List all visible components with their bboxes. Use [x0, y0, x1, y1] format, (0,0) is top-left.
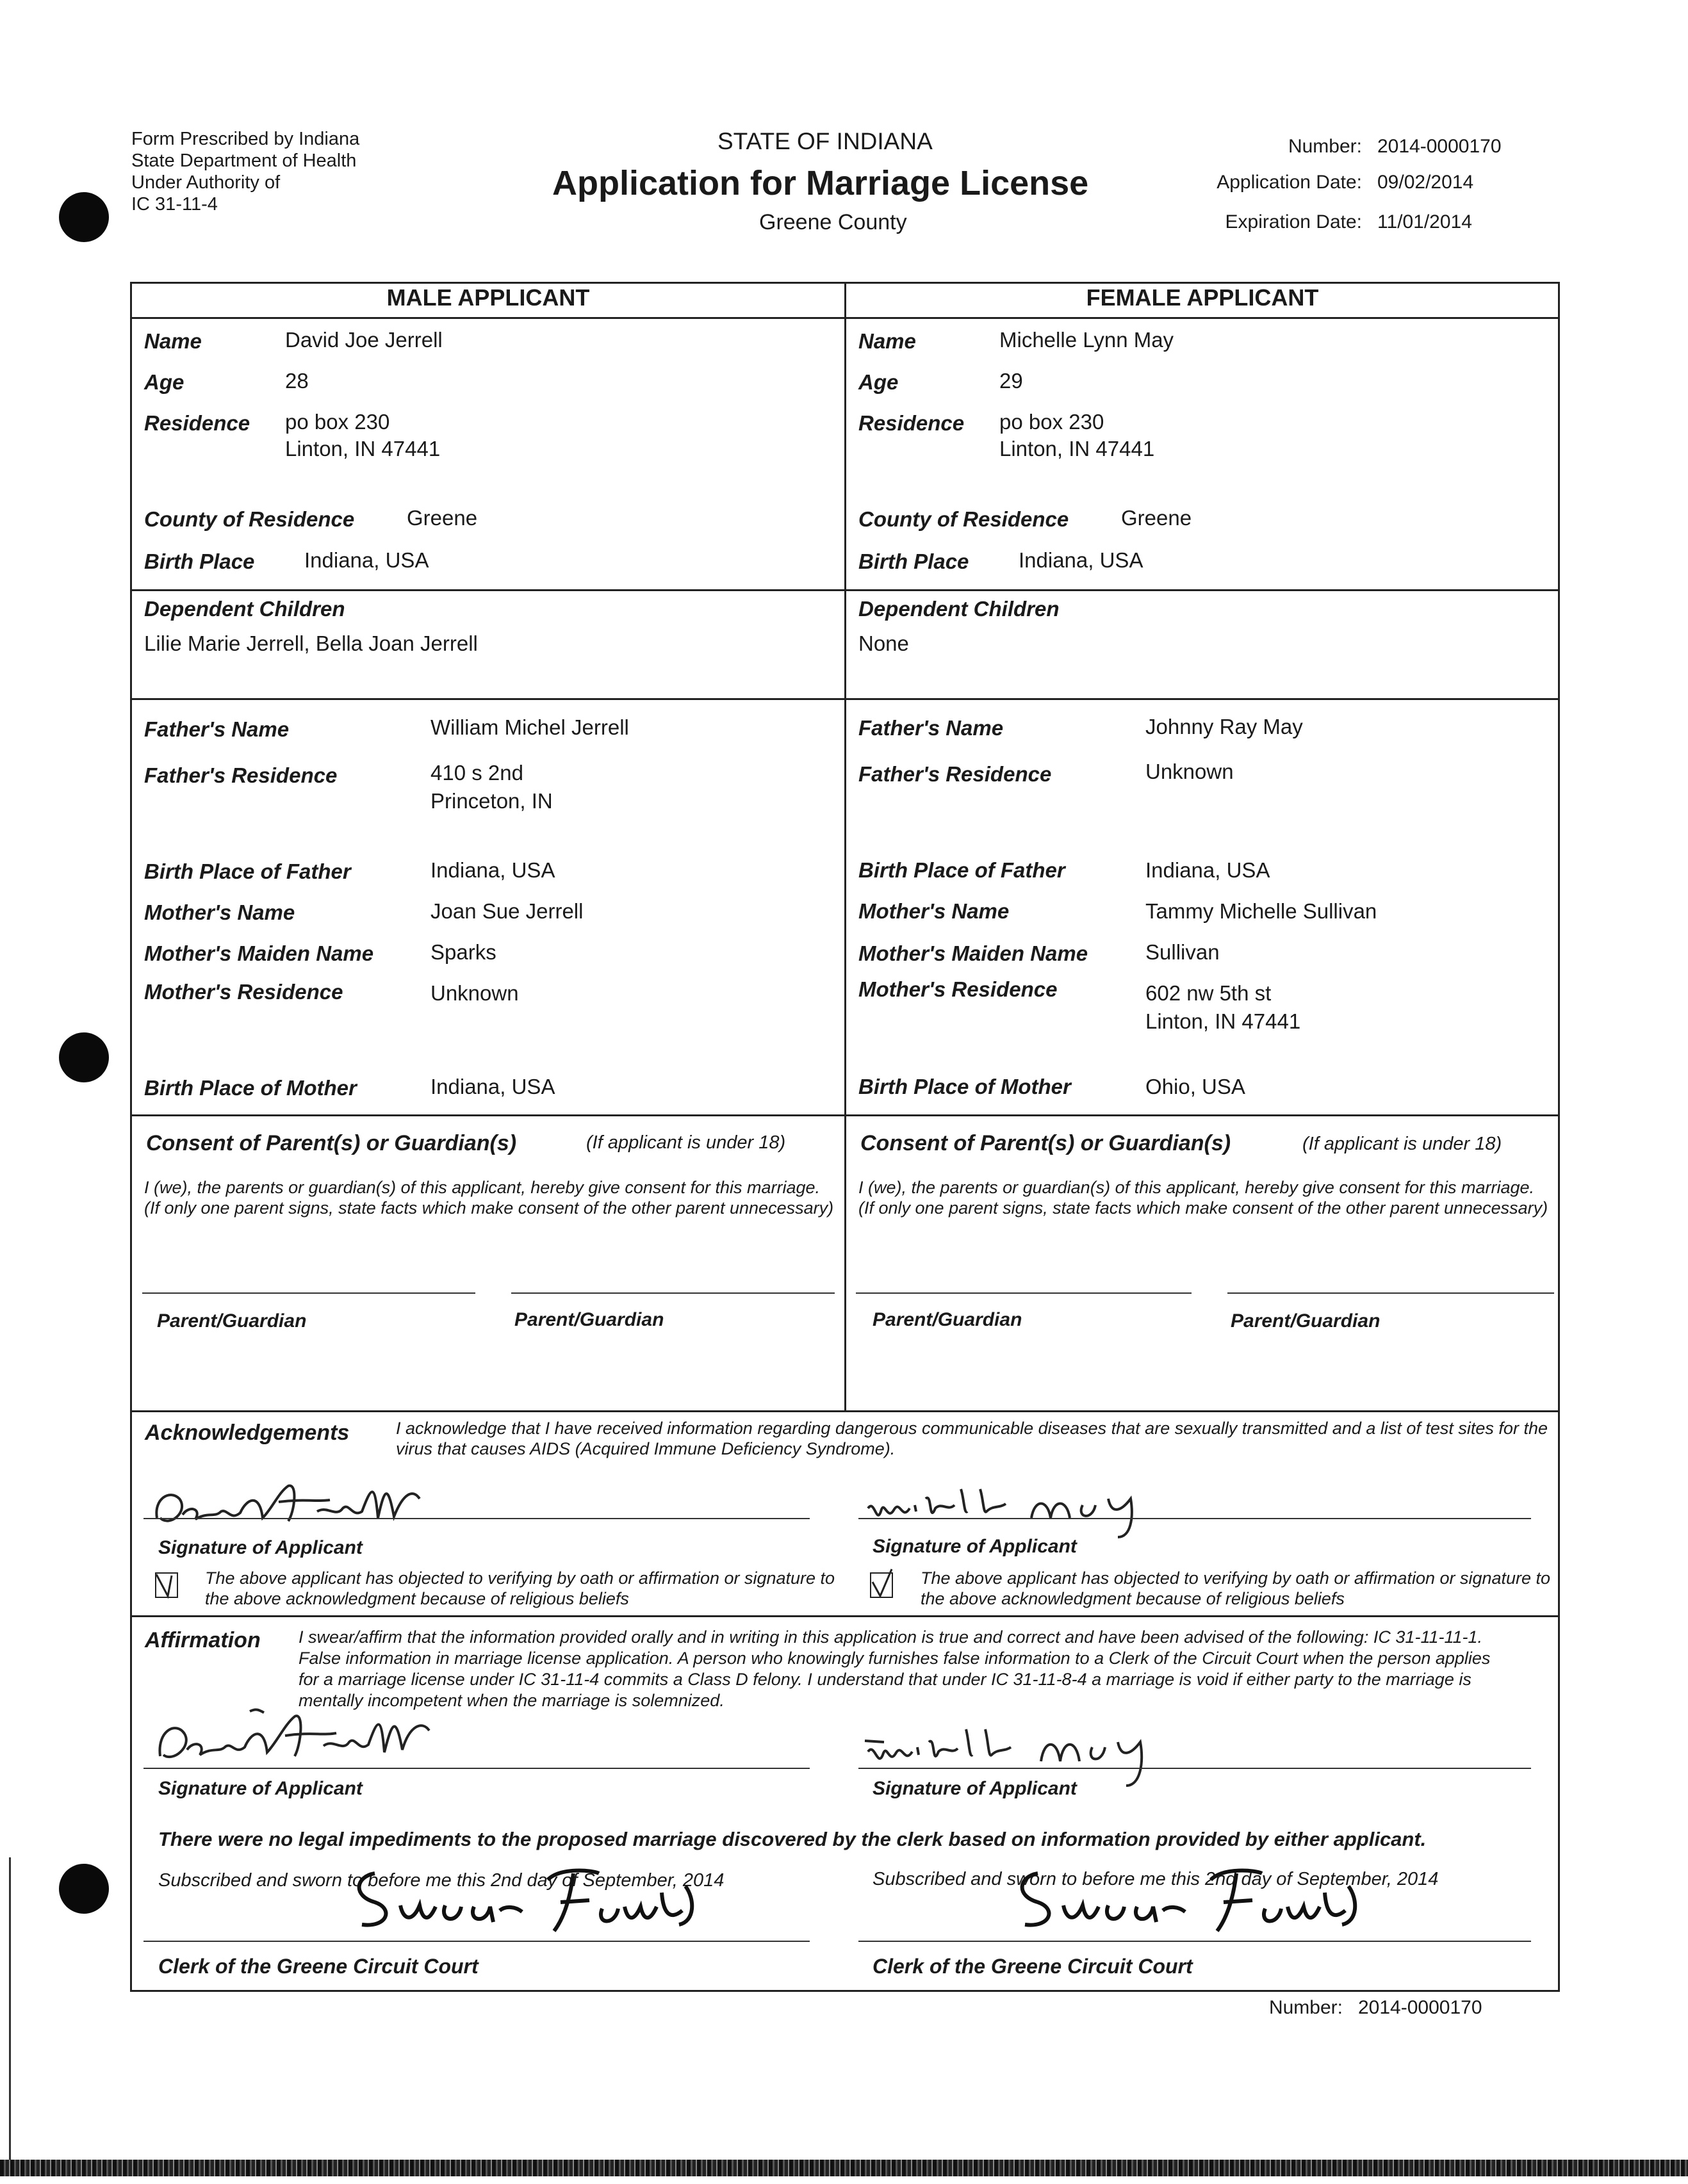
female-birthplace-value: Indiana, USA [1019, 548, 1143, 572]
female-name-label: Name [858, 329, 916, 353]
punch-hole-bottom [59, 1864, 109, 1914]
female-objection-text: The above applicant has objected to verifying by oath or affirmation or signature to the above acknowledgment because of religious beliefs [921, 1569, 1551, 1608]
footer-number-label: Number: [1268, 1997, 1343, 2018]
prescribed-line-2: State Department of Health [131, 151, 357, 171]
prescribed-line-1: Form Prescribed by Indiana [131, 129, 360, 149]
male-clerk-label: Clerk of the Greene Circuit Court [158, 1955, 479, 1978]
male-age-value: 28 [285, 369, 309, 393]
form-prescribed-block [131, 128, 359, 215]
affirmation-text: I swear/affirm that the information provided orally and in writing in this application is true and correct and have been advised of the following: IC 31-11-11-1. False information in marriage license application. A person who knowingly furnishes false information to a Clerk of the Circuit Court when the person applies for a marriage license under IC 31-11-4 commits a Class D felony. I understand that under IC 31-11-8-4 a marriage is void if either party to the marriage is mentally incompetent when the marriage is solemnized. [299, 1627, 1491, 1710]
female-affirmation-signature-line [858, 1768, 1531, 1769]
female-father-birth-label: Birth Place of Father [858, 858, 1065, 882]
male-mother-name-value: Joan Sue Jerrell [430, 899, 584, 923]
male-clerk-signature-line [143, 1941, 810, 1942]
female-mother-res-label: Mother's Residence [858, 977, 1058, 1001]
punch-hole-top [59, 192, 109, 242]
female-ack-signature-line [858, 1518, 1531, 1519]
expiration-date-row [1179, 211, 1472, 233]
male-guardian-line-2 [511, 1292, 835, 1294]
female-guardian-line-1 [856, 1292, 1192, 1294]
female-consent-note: (If applicant is under 18) [1302, 1134, 1502, 1154]
male-objection-text: The above applicant has objected to verifying by oath or affirmation or signature to the above acknowledgment because of religious beliefs [205, 1569, 835, 1608]
page-title: Application for Marriage License [552, 164, 1089, 202]
male-affirmation-signature-line [143, 1768, 810, 1769]
scan-edge-bottom [0, 2160, 1688, 2176]
male-name-label: Name [144, 329, 202, 353]
male-mother-birth-value: Indiana, USA [430, 1075, 555, 1098]
application-date-label: Application Date: [1217, 172, 1362, 193]
female-dependents-label: Dependent Children [858, 597, 1060, 621]
divider-children [130, 698, 1560, 700]
male-residence-line-1: po box 230 [285, 410, 390, 434]
male-ack-signature-label: Signature of Applicant [158, 1537, 363, 1558]
female-father-name-label: Father's Name [858, 716, 1004, 740]
affirmation-heading: Affirmation [145, 1628, 261, 1652]
female-mother-maiden-label: Mother's Maiden Name [858, 941, 1088, 965]
male-age-label: Age [144, 370, 184, 394]
divider-acknowledgement [130, 1615, 1560, 1617]
female-mother-name-value: Tammy Michelle Sullivan [1145, 899, 1377, 923]
male-dependents-value: Lilie Marie Jerrell, Bella Joan Jerrell [144, 632, 478, 655]
female-ack-signature [865, 1473, 1166, 1544]
acknowledgements-heading: Acknowledgements [145, 1421, 350, 1445]
female-guardian-label-2: Parent/Guardian [1231, 1310, 1381, 1332]
female-applicant-heading: FEMALE APPLICANT [1086, 284, 1319, 311]
male-mother-birth-label: Birth Place of Mother [144, 1076, 357, 1100]
divider-parents [130, 1114, 1560, 1116]
male-residence-line-2: Linton, IN 47441 [285, 437, 441, 460]
male-affirmation-signature-label: Signature of Applicant [158, 1778, 363, 1799]
application-date-value: 09/02/2014 [1377, 172, 1474, 193]
female-county-value: Greene [1121, 506, 1192, 530]
male-consent-heading: Consent of Parent(s) or Guardian(s) [146, 1131, 517, 1155]
male-birthplace-label: Birth Place [144, 550, 255, 573]
prescribed-line-4: IC 31-11-4 [131, 194, 218, 215]
female-father-res-line-1: Unknown [1145, 760, 1234, 783]
divider-consent [130, 1410, 1560, 1412]
female-age-value: 29 [999, 369, 1023, 393]
male-guardian-label-1: Parent/Guardian [157, 1310, 307, 1332]
male-subscribed-text: Subscribed and sworn to before me this 2nd day of September, 2014 [158, 1870, 725, 1891]
male-ack-signature [151, 1473, 484, 1537]
male-father-birth-label: Birth Place of Father [144, 860, 351, 883]
male-dependents-label: Dependent Children [144, 597, 345, 621]
male-father-res-line-1: 410 s 2nd [430, 761, 523, 785]
female-clerk-signature-line [858, 1941, 1531, 1942]
punch-hole-middle [59, 1032, 109, 1082]
female-residence-label: Residence [858, 411, 965, 435]
female-age-label: Age [858, 370, 899, 394]
column-divider [844, 282, 846, 1410]
female-dependents-value: None [858, 632, 909, 655]
female-subscribed-text: Subscribed and sworn to before me this 2nd day of September, 2014 [873, 1869, 1439, 1889]
male-mother-name-label: Mother's Name [144, 900, 295, 924]
female-mother-maiden-value: Sullivan [1145, 940, 1220, 964]
expiration-date-value: 11/01/2014 [1377, 211, 1472, 232]
application-date-row [1179, 172, 1473, 193]
number-value: 2014-0000170 [1377, 136, 1502, 157]
male-father-res-label: Father's Residence [144, 763, 338, 787]
female-affirmation-signature-label: Signature of Applicant [873, 1778, 1077, 1799]
no-impediments-statement: There were no legal impediments to the proposed marriage discovered by the clerk based on information provided by either applicant. [158, 1828, 1427, 1850]
female-father-res-label: Father's Residence [858, 762, 1052, 786]
male-father-name-value: William Michel Jerrell [430, 715, 629, 739]
male-affirmation-signature [154, 1705, 512, 1775]
male-ack-signature-line [143, 1518, 810, 1519]
female-residence-line-2: Linton, IN 47441 [999, 437, 1155, 460]
male-father-res-line-2: Princeton, IN [430, 789, 553, 813]
prescribed-line-3: Under Authority of [131, 172, 281, 193]
footer-number-row [1159, 1997, 1482, 2019]
female-ack-signature-label: Signature of Applicant [873, 1536, 1077, 1557]
female-birthplace-label: Birth Place [858, 550, 969, 573]
footer-number-value: 2014-0000170 [1358, 1997, 1482, 2018]
male-guardian-line-1 [142, 1292, 475, 1294]
female-clerk-signature [1012, 1861, 1371, 1944]
male-county-value: Greene [407, 506, 478, 530]
female-consent-text: I (we), the parents or guardian(s) of this applicant, hereby give consent for this marriage. (If only one parent signs, state facts which make consent of the other parent unnecessary) [858, 1178, 1548, 1218]
number-label: Number: [1288, 136, 1362, 157]
female-name-value: Michelle Lynn May [999, 328, 1174, 352]
expiration-date-label: Expiration Date: [1225, 211, 1362, 232]
female-guardian-line-2 [1227, 1292, 1554, 1294]
female-county-label: County of Residence [858, 507, 1069, 531]
male-residence-label: Residence [144, 411, 250, 435]
scan-edge-left [9, 1857, 11, 2165]
female-objection-check-mark-icon [867, 1563, 899, 1601]
male-father-name-label: Father's Name [144, 717, 290, 741]
male-consent-note: (If applicant is under 18) [586, 1132, 786, 1153]
male-father-birth-value: Indiana, USA [430, 858, 555, 882]
female-consent-heading: Consent of Parent(s) or Guardian(s) [860, 1131, 1231, 1155]
county-heading: Greene County [759, 210, 907, 234]
female-guardian-label-1: Parent/Guardian [873, 1309, 1022, 1330]
male-mother-res-line-1: Unknown [430, 981, 519, 1005]
female-residence-line-1: po box 230 [999, 410, 1104, 434]
male-mother-maiden-value: Sparks [430, 940, 496, 964]
male-objection-check-mark-icon [152, 1563, 184, 1601]
acknowledgement-text: I acknowledge that I have received information regarding dangerous communicable diseases that are sexually transmitted and a list of test sites for the virus that causes AIDS (Acquired Immune Deficiency Syndrome). [396, 1419, 1548, 1458]
female-mother-birth-value: Ohio, USA [1145, 1075, 1245, 1098]
male-county-label: County of Residence [144, 507, 355, 531]
female-mother-res-line-2: Linton, IN 47441 [1145, 1009, 1301, 1033]
male-consent-text: I (we), the parents or guardian(s) of this applicant, hereby give consent for this marriage. (If only one parent signs, state facts which make consent of the other parent unnecessary) [144, 1178, 834, 1218]
male-applicant-heading: MALE APPLICANT [386, 284, 590, 311]
female-father-name-value: Johnny Ray May [1145, 715, 1303, 738]
divider-header [130, 317, 1560, 319]
female-mother-res-line-1: 602 nw 5th st [1145, 981, 1272, 1005]
female-father-birth-value: Indiana, USA [1145, 858, 1270, 882]
male-guardian-label-2: Parent/Guardian [514, 1309, 664, 1330]
male-name-value: David Joe Jerrell [285, 328, 443, 352]
divider-birthplace [130, 589, 1560, 591]
male-mother-res-label: Mother's Residence [144, 980, 343, 1004]
female-mother-name-label: Mother's Name [858, 899, 1010, 923]
state-heading: STATE OF INDIANA [717, 128, 933, 154]
male-clerk-signature [349, 1861, 708, 1944]
number-row [1179, 136, 1502, 158]
male-birthplace-value: Indiana, USA [304, 548, 429, 572]
female-mother-birth-label: Birth Place of Mother [858, 1075, 1071, 1098]
female-clerk-label: Clerk of the Greene Circuit Court [873, 1955, 1193, 1978]
male-mother-maiden-label: Mother's Maiden Name [144, 941, 374, 965]
